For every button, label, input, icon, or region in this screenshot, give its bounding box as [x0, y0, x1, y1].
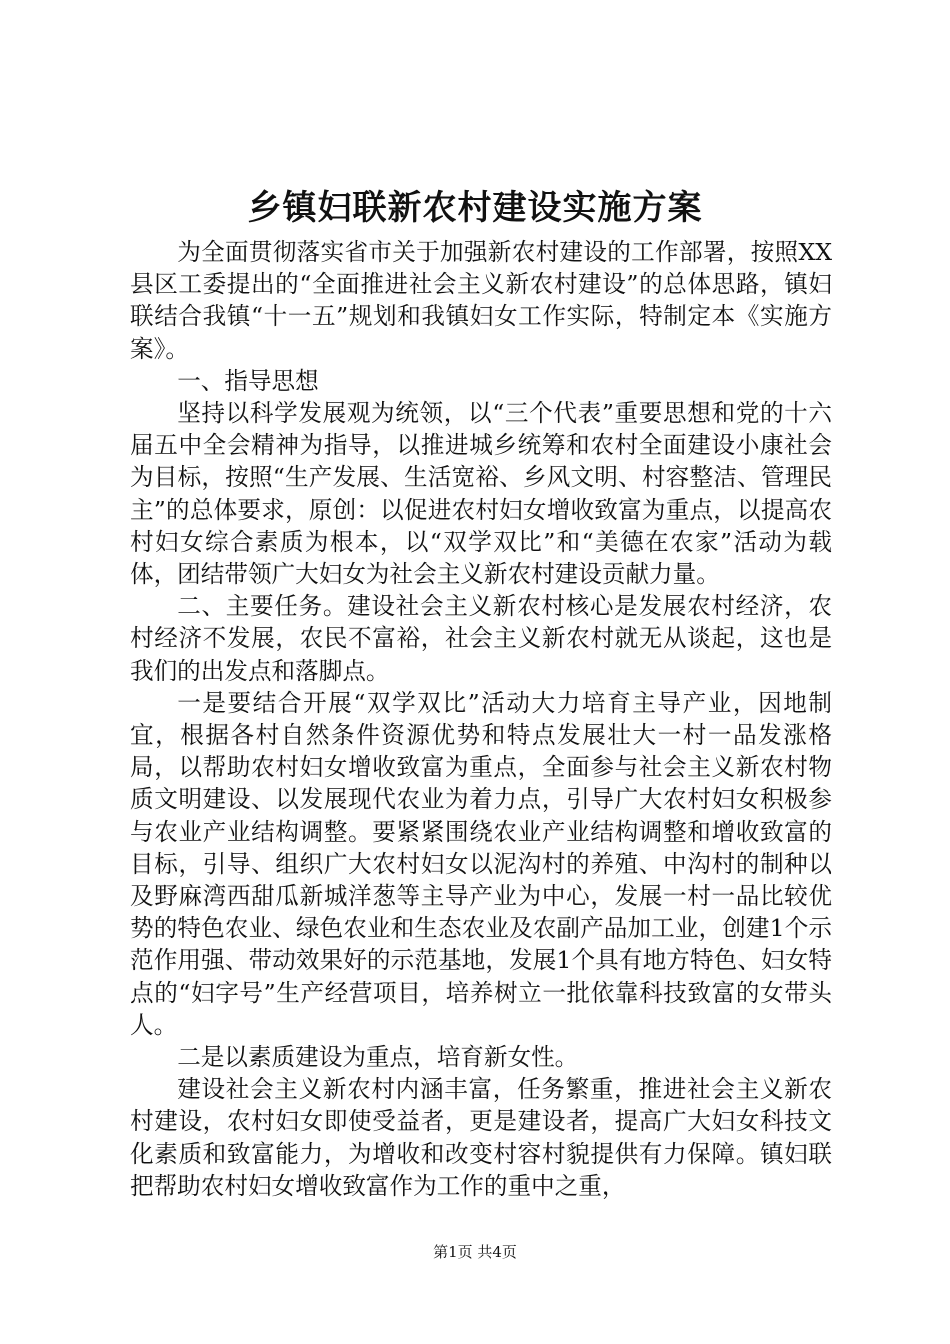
section-heading-guiding-ideology: 一、指导思想	[177, 366, 319, 395]
paragraph-intro: 为全面贯彻落实省市关于加强新农村建设的工作部署，按照XX县区工委提出的“全面推进社会主义新农村建设”的总体思路，镇妇联结合我镇“十一五”规划和我镇妇女工作实际，特制定本《实施方案》。	[130, 238, 832, 363]
paragraph-main-tasks: 二、主要任务。建设社会主义新农村核心是发展农村经济，农村经济不发展，农民不富裕，社会主义新农村就无从谈起，这也是我们的出发点和落脚点。	[130, 592, 832, 685]
paragraph-task-two: 建设社会主义新农村内涵丰富，任务繁重，推进社会主义新农村建设，农村妇女即使受益者，更是建设者，提高广大妇女科技文化素质和致富能力，为增收和改变村容村貌提供有力保障。镇妇联把帮助农村妇女增收致富作为工作的重中之重，	[130, 1075, 832, 1200]
paragraph-guiding-ideology: 坚持以科学发展观为统领，以“三个代表”重要思想和党的十六届五中全会精神为指导，以推进城乡统筹和农村全面建设小康社会为目标，按照“生产发展、生活宽裕、乡风文明、村容整洁、管理民主”的总体要求，原创：以促进农村妇女增收致富为重点，以提高农村妇女综合素质为根本，以“双学双比”和“美德在农家”活动为载体，团结带领广大妇女为社会主义新农村建设贡献力量。	[130, 399, 832, 589]
paragraph-task-two-heading: 二是以素质建设为重点，培育新女性。	[177, 1043, 579, 1072]
paragraph-task-one: 一是要结合开展“双学双比”活动大力培育主导产业，因地制宜，根据各村自然条件资源优势和特点发展壮大一村一品发涨格局，以帮助农村妇女增收致富为重点，全面参与社会主义新农村物质文明建设、以发展现代农业为着力点，引导广大农村妇女积极参与农业产业结构调整。要紧紧围绕农业产业结构调整和增收致富的目标，引导、组织广大农村妇女以泥沟村的养殖、中沟村的制种以及野麻湾西甜瓜新城洋葱等主导产业为中心，发展一村一品比较优势的特色农业、绿色农业和生态农业及农副产品加工业，创建1个示范作用强、带动效果好的示范基地，发展1个具有地方特色、妇女特点的“妇字号”生产经营项目，培养树立一批依靠科技致富的女带头人。	[130, 688, 832, 1039]
page-footer: 第1页 共4页	[433, 1243, 517, 1261]
document-title: 乡镇妇联新农村建设实施方案	[247, 188, 703, 228]
document-body	[130, 236, 832, 1202]
